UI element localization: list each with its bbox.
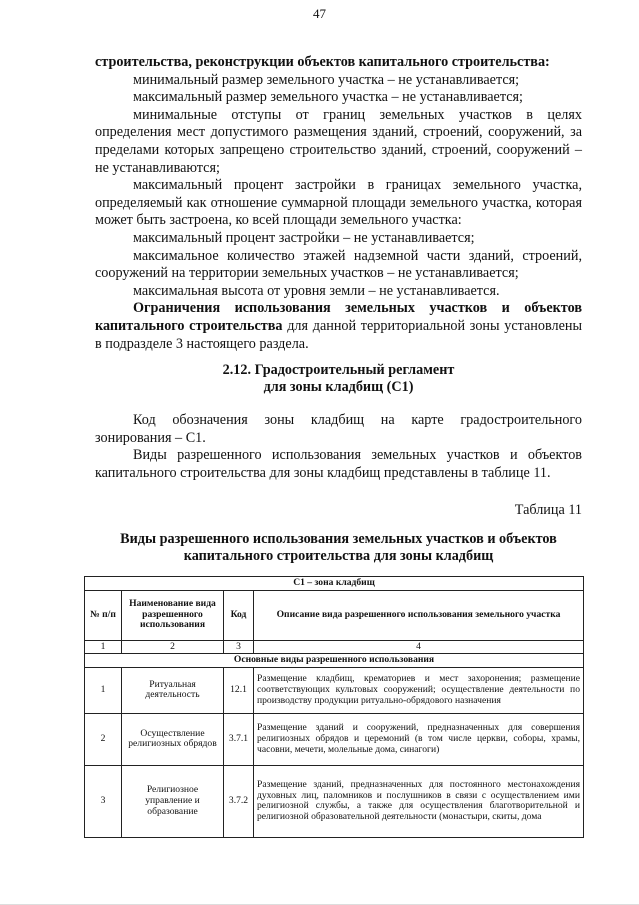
section-main: Основные виды разрешенного использования [85,654,584,668]
table-row [85,713,584,765]
land-use-table [84,576,584,838]
index-cell: 3 [224,640,254,654]
row-num: 3 [85,765,122,837]
zone-header: С1 – зона кладбищ [85,577,584,591]
row-code: 3.7.2 [224,765,254,837]
section-heading: 2.12. Градостроительный регламент для зоны кладбищ (С1) [222,362,455,395]
body-text [95,54,582,353]
paragraph-6: максимальное количество этажей надземной части зданий, строений, сооружений на территории земельных участков – не устанавливается; [95,247,582,282]
col-num: № п/п [85,590,122,640]
paragraph-2: максимальный размер земельного участка – не устанавливается; [133,89,523,106]
col-code: Код [224,590,254,640]
section-row [85,654,584,668]
paragraph-3: минимальные отступы от границ земельных участков в целях определения мест допустимого размещения зданий, строений, сооружений, за пределами которых запрещено строительство зданий, строений, сооружений – не устанавливаются; [95,106,582,176]
row-name: Религиозное управление и образование [122,765,224,837]
col-desc: Описание вида разрешенного использования земельного участка [254,590,584,640]
paragraph-5: максимальный процент застройки – не устанавливается; [133,229,475,246]
table-row [85,765,584,837]
row-name: Осуществление религиозных обрядов [122,713,224,765]
col-name: Наименование вида разрешенного использования [122,590,224,640]
section-body [95,412,582,482]
row-code: 12.1 [224,667,254,713]
index-cell: 2 [122,640,224,654]
paragraph-types: Виды разрешенного использования земельных участков и объектов капитального строительства для зоны кладбищ представлены в таблице 11. [95,447,582,481]
paragraph-7: максимальная высота от уровня земли – не устанавливается. [133,282,500,299]
row-code: 3.7.1 [224,713,254,765]
table-row [85,667,584,713]
row-desc: Размещение кладбищ, крематориев и мест захоронения; размещение соответствующих культовых сооружений; осуществление деятельности по производству продукции ритуально-обрядового назначения [254,667,584,713]
row-desc: Размещение зданий, предназначенных для постоянного местонахождения духовных лиц, паломников и послушников в связи с осуществлением ими религиозной службы, а также для осуществления благотворительной и религиозной образовательной деятельности (монастыри, скиты, дома [254,765,584,837]
paragraph-8: Ограничения использования земельных участков и объектов капитального строительства для данной территориальной зоны установлены в подразделе 3 настоящего раздела. [95,300,582,352]
row-name: Ритуальная деятельность [122,667,224,713]
zone-header-row [85,577,584,591]
row-desc: Размещение зданий и сооружений, предназначенных для совершения религиозных обрядов и церемоний (в том числе церкви, соборы, храмы, часовни, мечети, молельные дома, синагоги) [254,713,584,765]
row-num: 2 [85,713,122,765]
paragraph-code: Код обозначения зоны кладбищ на карте градостроительного зонирования – С1. [95,412,582,446]
index-row [85,640,584,654]
paragraph-4: максимальный процент застройки в границах земельного участка, определяемый как отношение суммарной площади земельного участка, которая может быть застроена, ко всей площади земельного участка: [95,177,582,229]
column-header-row [85,590,584,640]
table-title: Виды разрешенного использования земельных участков и объектов капитального строительства для зоны кладбищ [120,531,557,564]
table-label: Таблица 11 [514,502,582,518]
index-cell: 4 [254,640,584,654]
page-number: 47 [313,6,326,21]
index-cell: 1 [85,640,122,654]
row-num: 1 [85,667,122,713]
paragraph-0: строительства, реконструкции объектов капитального строительства: [95,54,550,70]
paragraph-1: минимальный размер земельного участка – не устанавливается; [133,71,520,88]
